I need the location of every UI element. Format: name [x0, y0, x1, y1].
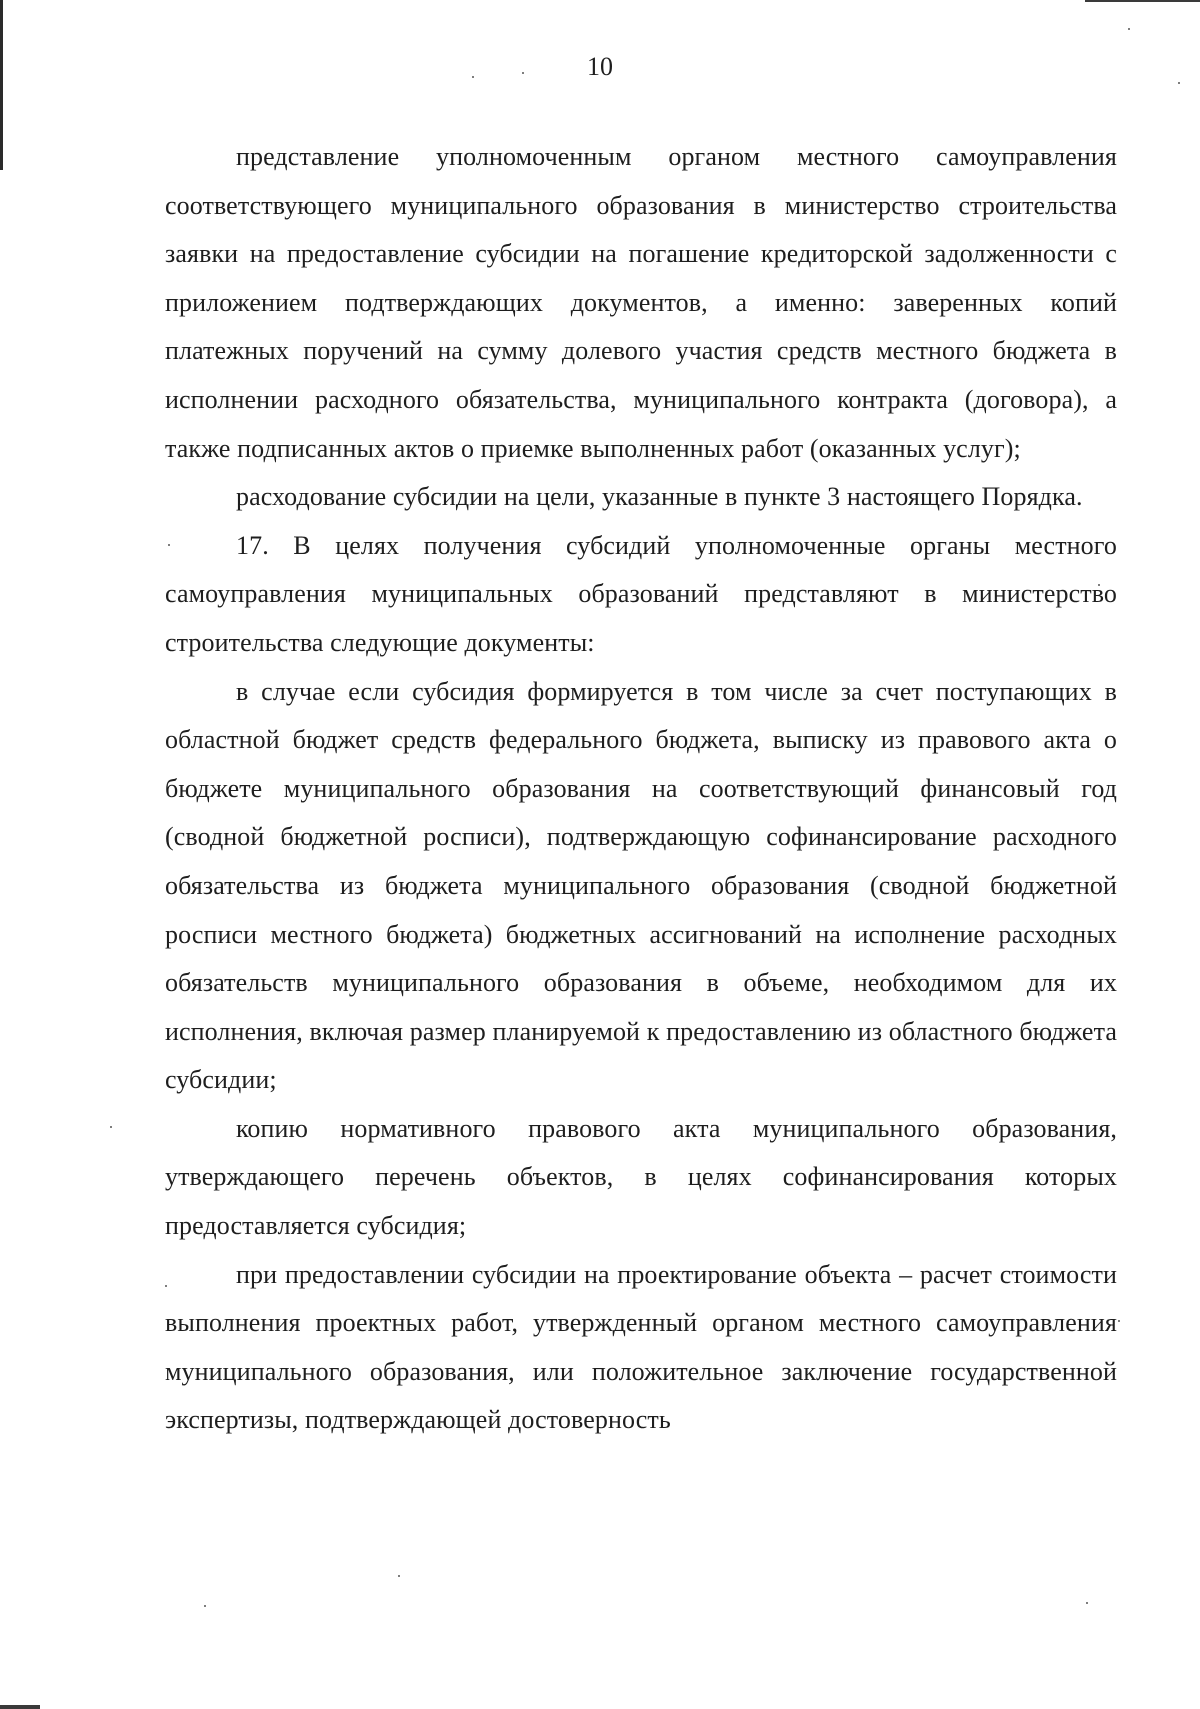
scan-edge-bottom	[0, 1705, 40, 1709]
paragraph-design-cost-calculation: при предоставлении субсидии на проектирование объекта – расчет стоимости выполнения проектных работ, утвержденный органом местного самоуправления муниципального образования, или положительное заключение государственной экспертизы, подтверждающей достоверность	[165, 1259, 1117, 1435]
scan-edge-left	[0, 0, 3, 170]
scan-speck	[1128, 28, 1130, 30]
scan-speck	[1086, 1602, 1088, 1604]
scan-speck	[110, 1126, 112, 1128]
scan-speck	[1178, 82, 1180, 84]
document-body	[165, 133, 1117, 1445]
scan-speck	[204, 1605, 206, 1607]
paragraph-item-17: 17. В целях получения субсидий уполномоченные органы местного самоуправления муниципальных образований представляют в министерство строительства следующие документы:	[165, 530, 1117, 657]
paragraph-subsidy-spending: расходование субсидии на цели, указанные в пункте 3 настоящего Порядка.	[236, 482, 1083, 512]
scan-speck	[398, 1575, 400, 1577]
page-number: 10	[587, 52, 613, 81]
scan-speck	[1118, 1320, 1120, 1322]
scan-edge-top	[1085, 0, 1200, 2]
paragraph-budget-extract: в случае если субсидия формируется в том числе за счет поступающих в областной бюджет средств федерального бюджета, выписку из правового акта о бюджете муниципального образования на соответствующий финансовый год (сводной бюджетной росписи), подтверждающую софинансирование расходного обязательства из бюджета муниципального образования (сводной бюджетной росписи местного бюджета) бюджетных ассигнований на исполнение расходных обязательств муниципального образования в объеме, необходимом для их исполнения, включая размер планируемой к предоставлению из областного бюджета субсидии;	[165, 676, 1117, 1095]
paragraph-normative-act-copy: копию нормативного правового акта муниципального образования, утверждающего перечень объектов, в целях софинансирования которых предоставляется субсидия;	[165, 1113, 1117, 1241]
paragraph-application-submission: представление уполномоченным органом местного самоуправления соответствующего муниципального образования в министерство строительства заявки на предоставление субсидии на погашение кредиторской задолженности с приложением подтверждающих документов, а именно: заверенных копий платежных поручений на сумму долевого участия средств местного бюджета в исполнении расходного обязательства, муниципального контракта (договора), а также подписанных актов о приемке выполненных работ (оказанных услуг);	[165, 142, 1117, 463]
